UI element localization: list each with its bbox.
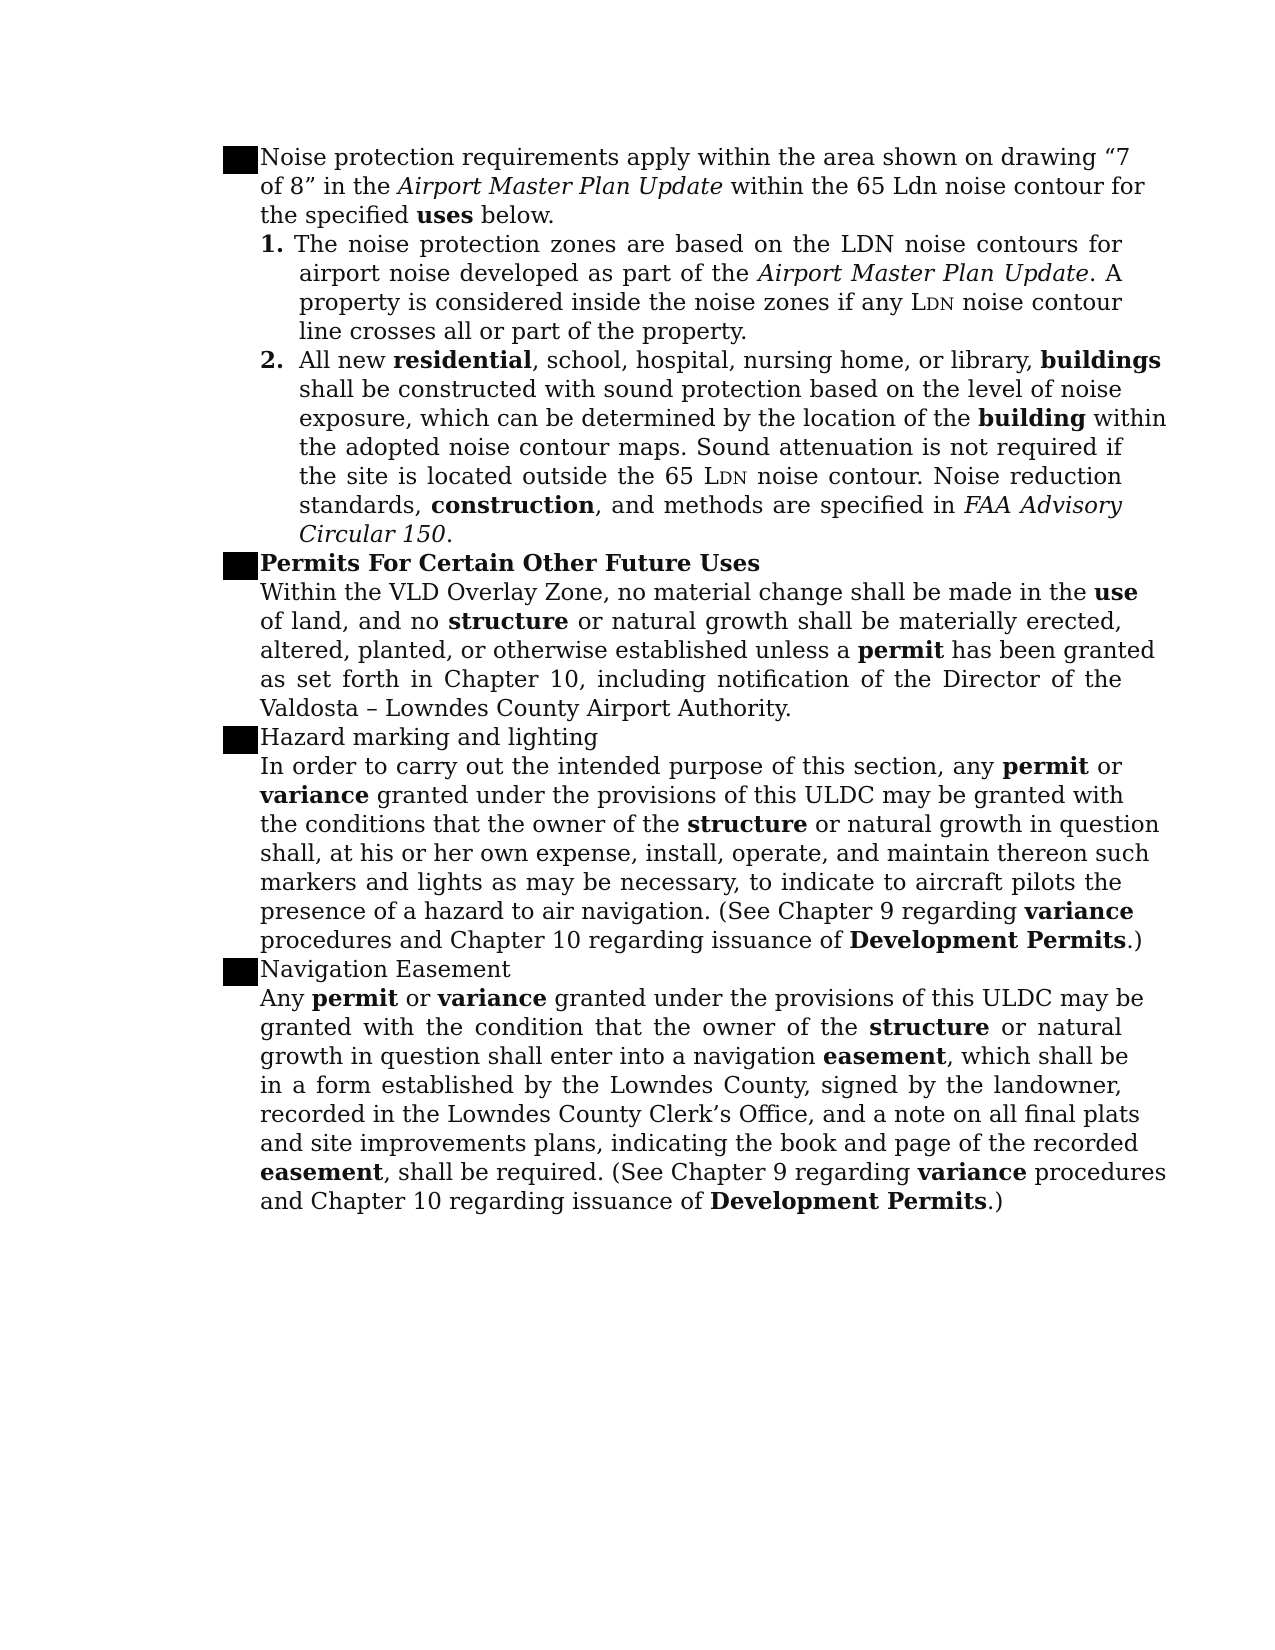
defined-term: construction	[430, 492, 595, 519]
paragraph-line	[260, 578, 1139, 608]
paragraph-line	[260, 839, 1150, 869]
defined-term: variance	[917, 1159, 1028, 1186]
text-run: line crosses all or part of the property.	[299, 319, 748, 345]
paragraph-line	[260, 1013, 1122, 1043]
paragraph-line	[260, 752, 1122, 782]
paragraph-line	[260, 1187, 1122, 1217]
list-number: 1.	[260, 231, 285, 258]
paragraph-line	[260, 607, 1122, 637]
text-run: as set forth in Chapter 10, including notification of the Director of the	[260, 667, 1122, 693]
text-run: or natural	[989, 1015, 1122, 1041]
text-run: altered, planted, or otherwise established unless a	[260, 638, 858, 664]
text-run: presence of a hazard to air navigation. (See Chapter 9 regarding	[260, 899, 1025, 925]
paragraph-line	[260, 636, 1156, 666]
text-run: granted under the provisions of this ULDC may be granted with	[369, 783, 1124, 809]
text-run: and site improvements plans, indicating the book and page of the recorded	[260, 1131, 1139, 1157]
text-run: .)	[987, 1189, 1004, 1215]
section-heading	[260, 955, 1122, 985]
small-caps-text: DN	[925, 295, 955, 315]
section-heading-text: Hazard marking and lighting	[260, 725, 599, 751]
defined-term: buildings	[1040, 347, 1162, 374]
document-title-italic: Airport Master Plan Update	[758, 261, 1089, 287]
text-run: within the 65 Ldn noise contour for	[723, 174, 1145, 200]
defined-term: easement	[823, 1043, 947, 1070]
defined-term: Development Permits	[709, 1188, 988, 1215]
paragraph-line	[299, 375, 1122, 405]
redaction-marker	[223, 958, 258, 986]
text-run: of 8” in the	[260, 174, 398, 200]
text-run: or natural growth in question	[807, 812, 1160, 838]
paragraph-line	[299, 491, 1122, 521]
text-run: .)	[1126, 928, 1143, 954]
paragraph-line	[260, 1100, 1140, 1130]
paragraph-line	[260, 201, 1122, 231]
text-run: of land, and no	[260, 609, 449, 635]
paragraph-line	[260, 143, 1131, 173]
redaction-marker	[223, 146, 258, 174]
text-run: the site is located outside the 65 L	[299, 464, 719, 490]
text-run: Valdosta – Lowndes County Airport Authority.	[260, 696, 792, 722]
paragraph-line	[299, 520, 1122, 550]
defined-term: use	[1094, 579, 1139, 606]
paragraph-line	[260, 1129, 1139, 1159]
defined-term: structure	[869, 1014, 990, 1041]
text-run: .	[445, 522, 454, 548]
text-run: standards,	[299, 493, 431, 519]
text-run: the adopted noise contour maps. Sound attenuation is not required if	[299, 435, 1122, 461]
text-run: , school, hospital, nursing home, or library,	[531, 348, 1041, 374]
paragraph-line	[260, 781, 1122, 811]
paragraph-line	[299, 346, 1162, 376]
paragraph-line	[260, 172, 1145, 202]
paragraph-line	[260, 1158, 1167, 1188]
text-run: or	[398, 986, 438, 1012]
section-heading-text: Navigation Easement	[260, 957, 511, 983]
text-run: procedures and Chapter 10 regarding issuance of	[260, 928, 850, 954]
document-title-italic: FAA Advisory	[964, 493, 1122, 519]
defined-term: variance	[1024, 898, 1134, 925]
text-run: In order to carry out the intended purpose of this section, any	[260, 754, 1003, 780]
defined-term: variance	[260, 782, 370, 809]
text-run: or	[1088, 754, 1122, 780]
defined-term: uses	[416, 202, 474, 229]
text-run: airport noise developed as part of the	[299, 261, 759, 287]
text-run: Any	[260, 986, 312, 1012]
paragraph-line	[299, 259, 1122, 289]
list-item-1	[260, 230, 1122, 260]
text-run: Within the VLD Overlay Zone, no material change shall be made in the	[260, 580, 1095, 606]
paragraph-line	[260, 897, 1134, 927]
defined-term: building	[978, 405, 1086, 432]
text-run: . A	[1088, 261, 1122, 287]
text-run: , which shall be	[946, 1044, 1129, 1070]
text-run: The noise protection zones are based on the LDN noise contours for	[294, 232, 1122, 258]
text-run: noise contour. Noise reduction	[747, 464, 1122, 490]
paragraph-line	[260, 1042, 1129, 1072]
text-run: Noise protection requirements apply within the area shown on drawing “7	[260, 145, 1131, 171]
paragraph-line	[260, 810, 1160, 840]
section-heading	[260, 723, 1122, 753]
text-run: the conditions that the owner of the	[260, 812, 688, 838]
paragraph-line	[299, 317, 1122, 347]
defined-term: structure	[687, 811, 808, 838]
defined-term: permit	[857, 637, 945, 664]
section-heading	[260, 549, 1122, 579]
text-run: below.	[473, 203, 555, 229]
paragraph-line	[299, 404, 1167, 434]
text-run: recorded in the Lowndes County Clerk’s Office, and a note on all final plats	[260, 1102, 1140, 1128]
defined-term: Development Permits	[849, 927, 1127, 954]
text-run: shall, at his or her own expense, install, operate, and maintain thereon such	[260, 841, 1150, 867]
text-run: in a form established by the Lowndes County, signed by the landowner,	[260, 1073, 1122, 1099]
text-run: property is considered inside the noise zones if any L	[299, 290, 926, 316]
text-run: markers and lights as may be necessary, to indicate to aircraft pilots the	[260, 870, 1122, 896]
defined-term: permit	[311, 985, 399, 1012]
redaction-marker	[223, 726, 258, 754]
text-run: and Chapter 10 regarding issuance of	[260, 1189, 710, 1215]
defined-term: easement	[260, 1159, 384, 1186]
defined-term: variance	[437, 985, 548, 1012]
text-run: or natural growth shall be materially erected,	[568, 609, 1122, 635]
redaction-marker	[223, 552, 258, 580]
paragraph-line	[299, 433, 1122, 463]
text-run: procedures	[1027, 1160, 1167, 1186]
text-run: has been granted	[944, 638, 1156, 664]
text-run: exposure, which can be determined by the location of the	[299, 406, 979, 432]
text-run: All new	[299, 348, 394, 374]
list-number: 2.	[260, 347, 285, 374]
paragraph-line	[260, 868, 1122, 898]
document-title-italic: Airport Master Plan Update	[397, 174, 724, 200]
text-run: shall be constructed with sound protection based on the level of noise	[299, 377, 1122, 403]
paragraph-line	[260, 694, 1122, 724]
paragraph-line	[299, 288, 1122, 318]
list-item-2	[260, 346, 1162, 376]
text-run: the specified	[260, 203, 417, 229]
paragraph-line	[294, 230, 1122, 260]
defined-term: structure	[448, 608, 569, 635]
text-run: noise contour	[954, 290, 1122, 316]
text-run: growth in question shall enter into a navigation	[260, 1044, 824, 1070]
paragraph-line	[260, 926, 1143, 956]
small-caps-text: DN	[718, 469, 748, 489]
section-heading-text: Permits For Certain Other Future Uses	[260, 550, 761, 577]
paragraph-line	[260, 665, 1122, 695]
text-run: granted under the provisions of this ULDC may be	[547, 986, 1145, 1012]
document-title-italic: Circular 150	[299, 522, 446, 548]
text-run: granted with the condition that the owner of the	[260, 1015, 870, 1041]
defined-term: residential	[393, 347, 532, 374]
paragraph-line	[260, 984, 1145, 1014]
text-run: , and methods are specified in	[594, 493, 965, 519]
text-run: , shall be required. (See Chapter 9 regarding	[383, 1160, 918, 1186]
text-run: within	[1085, 406, 1167, 432]
defined-term: permit	[1002, 753, 1089, 780]
paragraph-line	[260, 1071, 1122, 1101]
paragraph-line	[299, 462, 1122, 492]
